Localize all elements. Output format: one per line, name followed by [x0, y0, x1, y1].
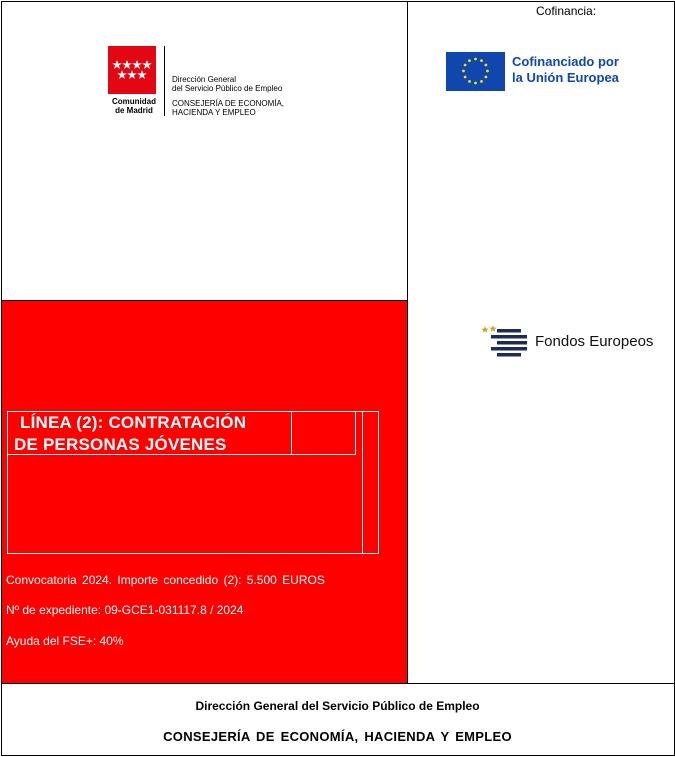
line-table-divider [362, 411, 363, 554]
logo-cons-line1: CONSEJERÍA DE ECONOMÍA, [172, 99, 285, 108]
fondos-europeos-text: Fondos Europeos [535, 333, 654, 350]
line-title-divider [291, 411, 292, 455]
eu-flag-icon [446, 52, 505, 91]
madrid-flag-icon [108, 46, 156, 94]
line-title-2: DE PERSONAS JÓVENES [14, 435, 227, 454]
madrid-name-line2: de Madrid [115, 106, 153, 115]
logo-direccion-general [172, 75, 282, 93]
eu-text-line2: la Unión Europea [512, 70, 619, 85]
column-divider [407, 1, 408, 684]
footer-consejeria: CONSEJERÍA DE ECONOMÍA, HACIENDA Y EMPLEO [163, 729, 512, 744]
logo-consejeria [172, 99, 284, 117]
footer-divider [1, 683, 675, 684]
madrid-name-line1: Comunidad [112, 97, 156, 106]
footer-direccion-general: Dirección General del Servicio Público de Empleo [195, 699, 480, 713]
logo-dg-line1: Dirección General [172, 75, 237, 84]
cofinancia-label: Cofinancia: [536, 4, 597, 18]
convocatoria-text: Convocatoria 2024. Importe concedido (2): 5.500 EUROS [6, 573, 325, 587]
logo-cons-line2: HACIENDA Y EMPLEO [172, 108, 256, 117]
logo-dg-line2: del Servicio Público de Empleo [172, 84, 283, 93]
madrid-stars-icon [108, 46, 156, 94]
madrid-name [108, 97, 160, 115]
comunidad-de-madrid-logo [108, 46, 308, 118]
ayuda-fse-text: Ayuda del FSE+: 40% [6, 634, 124, 648]
fondos-europeos-icon [481, 325, 529, 359]
expediente-text: Nº de expediente: 09-GCE1-031117.8 / 2024 [6, 603, 244, 617]
eu-cofinanciado-text [512, 54, 619, 86]
logo-divider [164, 46, 165, 116]
line-title-1: LÍNEA (2): CONTRATACIÓN [20, 413, 247, 432]
eu-text-line1: Cofinanciado por [512, 54, 619, 69]
